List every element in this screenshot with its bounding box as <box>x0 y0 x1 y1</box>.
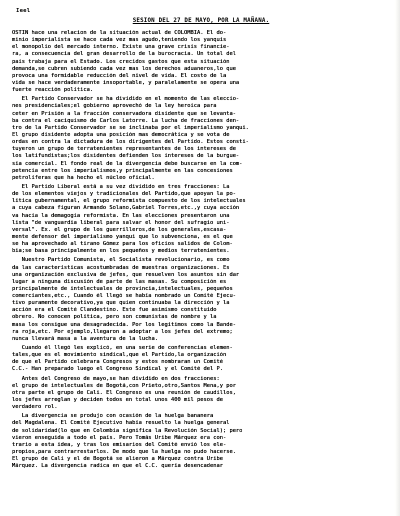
text-line: tivo puramente decorativo,ya que quien continuaba la dirección y la <box>12 300 230 307</box>
text-line: fuerte reacción política. <box>12 87 94 94</box>
paragraph <box>12 345 390 374</box>
text-line: El Partido Liberal está a su vez dividido en tres fracciones: La <box>12 183 230 190</box>
text-line: el monopolio del mercado interno. Existe una grave crisis financie- <box>12 44 230 51</box>
text-line: petencia entre los imperialismos,y principalmente en las concesiones <box>12 167 233 174</box>
text-line: una organización exclusiva de jefes, que resuelven los asuntos sin dar <box>12 271 240 278</box>
paragraph <box>12 96 390 182</box>
text-line: lista "de vanguardia liberal para salvar el honor del sufragio uni- <box>12 219 230 226</box>
paragraph <box>12 376 390 412</box>
paragraph <box>12 184 390 255</box>
text-line: El grupo de Cali y el de Bogotá se alieron a Márquez contra Uribe <box>12 456 223 463</box>
text-line: Márquez. La divergencia radica en que el C.C. quería desencadenar <box>12 463 223 470</box>
text-line: ceter en Prisión a la fracción conservadora disidente que se levanta- <box>12 110 236 117</box>
text-line: los jefes arreglan y deciden todos en total unos 400 mil pesos de <box>12 397 223 404</box>
paragraph <box>12 30 390 94</box>
text-line: ra roja,etc. Por ejemplo,llegaron a adoptar a los jefes del extremo; <box>12 328 233 335</box>
text-line: se ha aprovechado al tirano Gómez para los oficios salidos de Colom- <box>12 241 233 248</box>
text-line: El grupo disidente adopta una posición mas democrática y se vota de <box>12 131 230 138</box>
text-line: a cuya cabeza figuran Armando Solano,Gabriel Torres,etc.,y cuya acción <box>12 205 240 212</box>
text-line: otra parte el grupo de Cali. El Congreso es una reunión de caudillos, <box>12 389 236 396</box>
paragraph <box>12 413 390 470</box>
text-line: verdadero rol. <box>12 404 58 411</box>
text-line: del Magdalena. El Comité Ejecutivo había resuelto la huelga general <box>12 420 230 427</box>
text-line: lugar a ninguna discusión de parte de las masas. Su composición es <box>12 278 227 285</box>
text-line: demanda,se cubren subiendo cada vez mas los derechos aduaneros,lo que <box>12 65 236 72</box>
text-line: vida se hace verdaderamente insoportable, y paralelamente se opera una <box>12 79 240 86</box>
text-line: mente defensor del imperialismo yanqui que lo subvenciona, es el que <box>12 233 233 240</box>
text-line: de los elementos viejos y tradicionales del Partido,que apoyan la po- <box>12 191 236 198</box>
text-line: Antes del Congreso de mayo,se han dividido en dos fracciones: <box>12 375 220 382</box>
text-line: El Partido Conservador se ha dividido en el momento de las eleccio- <box>12 96 240 103</box>
text-line: C.C.- Han preparado luego el Congreso Sindical y el Comité del P. <box>12 366 223 373</box>
text-line: minio imperialista se hace cada vez mas agudo,teniendo los yanquis <box>12 37 227 44</box>
page-edge-shadow <box>394 0 400 516</box>
text-line: petrolíferas que ha hecho el núcleo oficial. <box>12 174 155 181</box>
text-line: ordas en contra la dictadura de los dirigentes del Partido. Estos consti- <box>12 139 249 146</box>
text-line: sía comercial. El fondo real de la divergencia debe buscarse en la com- <box>12 160 243 167</box>
text-line: Nuestro Partido Comunista, el Socialista revolucionario, es como <box>12 257 230 264</box>
text-line: principalmente de intelectuales de provincia,intelectuales, pequeños <box>12 285 233 292</box>
text-line: ba contra el caciquismo de Carlos Latorre. La lucha de fracciones den- <box>12 117 240 124</box>
session-title: SESION DEL 27 DE MAYO, POR LA MAÑANA. <box>132 18 270 24</box>
text-line: de que el Partido celebrara Congresos y estos nombraran un Comité <box>12 359 223 366</box>
text-line: masa los consigue una desagradecida. Por los legítimos como la Bande- <box>12 321 236 328</box>
text-line: tuyeron un grupo de terratenientes representantes de los intereses de <box>12 146 236 153</box>
text-line: bia;se basa principalmente en los pequeños y medios terratenientes. <box>12 248 230 255</box>
text-line: OSTIN hace una relacion de la situación actual de COLOMBIA. El do- <box>12 30 227 36</box>
text-line: La divergencia se produjo con ocasión de la huelga bananera <box>12 413 214 420</box>
text-line: vieron enseguida a todo el país. Pero Tomás Uribe Márquez era con- <box>12 434 227 441</box>
text-line: va hacia la demagogia reformista. En las elecciones presentaron una <box>12 212 230 219</box>
text-line: Cuando él llegó les explicó, en una serie de conferencias elemen- <box>12 345 233 352</box>
paragraph <box>12 257 390 343</box>
text-line: versal". Ex. el grupo de los guerrilleros,de los generales,escasa- <box>12 226 227 233</box>
body-text <box>12 30 390 470</box>
page-number: Ieel <box>16 8 31 14</box>
text-line: ra, a consecuencia del gran desarrollo de la burocracia. Un total del <box>12 51 236 58</box>
text-line: propios,para contrarrestarlos. De modo que la huelga no pudo hacerse. <box>12 449 236 456</box>
text-line: lítica gubernamental, el grupo reformista compuesto de los intelectuales <box>12 198 246 205</box>
text-line: da las características acostumbradas de muestras organizaciones. Es <box>12 264 230 271</box>
text-line: los latifundistas;los disidentes defienden los intereses de la burgue- <box>12 153 240 160</box>
text-line: acción era el Comité Clandestino. Este fue asimismo constituido <box>12 307 217 314</box>
text-line: pais trabaja para el Estado. Los crecidos gastos que esta situación <box>12 58 230 65</box>
text-line: comerciantes,etc., Cuando él llegó se había nombrado un Comité Ejecu- <box>12 293 236 300</box>
text-line: nes presidenciales;el gobierno aprovechó de la ley heroica para <box>12 103 217 110</box>
text-line: el grupo de intelectuales de Bogotá,con Prieto,otro,Santos Mena,y por <box>12 382 236 389</box>
text-line: de solidaridad(lo que en Colombia significa la Revolución Social); pero <box>12 427 243 434</box>
text-line: nunca llevará masa a la aventura de la lucha. <box>12 335 159 342</box>
text-line: tro de la Partido Conservador se se inclinaba por el imperialismo yanqui. <box>12 124 249 131</box>
text-line: obrero. No conocen política, pero son comunistas de nombre y la <box>12 314 217 321</box>
text-line: provoca una formidable reducción del nivel de vida. El costo de la <box>12 72 227 79</box>
text-line: tales,que es el movimiento sindical,que el Partido,la organización <box>12 352 227 359</box>
text-line: trario a esta idea, y tras los emisarios del Comité envió los ele- <box>12 441 227 448</box>
